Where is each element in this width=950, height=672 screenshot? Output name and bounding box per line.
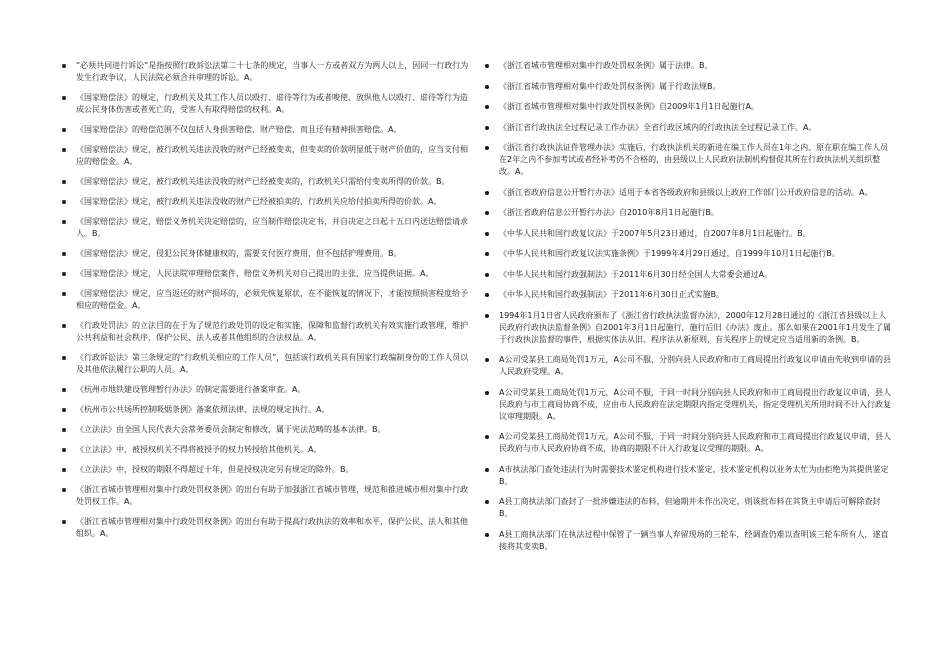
question-item: 《杭州市地铁建设管理暂行办法》的制定需要进行备案审查。A。: [62, 384, 470, 396]
question-item: 《浙江省城市管理相对集中行政处罚权条例》的出台有助于加强浙江省城市管理，规范和推进城市相对集中行政处罚权工作。A。: [62, 484, 470, 508]
question-item: 《国家赔偿法》规定，人民法院审理赔偿案件，赔偿义务机关对自己提出的主张，应当提供证据。A。: [62, 268, 470, 280]
question-item: 《浙江省城市管理相对集中行政处罚权条例》属于行政法规B。: [485, 81, 893, 93]
right-column: [485, 60, 893, 561]
question-item: 《立法法》中，授权的期限不得超过十年，但是授权决定另有规定的除外。B。: [62, 464, 470, 476]
question-item: A公司受某县工商局处罚1万元，A公司不服，于同一时间分别向县人民政府和市工商局提出行政复议申请，县人民政府与市人民政府协商不成，协商的期限不计入行政复议受理的期限。A。: [485, 431, 893, 455]
question-item: 1994年1月1日省人民政府颁布了《浙江省行政执法监督办法》，2000年12月28日通过的《浙江省县级以上人民政府行政执法监督条例》自2001年3月1日起施行，施行后旧《办法》废止。那么如果在2001年1月发生了属于行政执法监督的事件，根据实体法从旧、程序法从新原则，有关程序上的规定应当适用新的条例。B。: [485, 310, 893, 346]
question-item: 《中华人民共和国行政强制法》于2011年6月30日正式实施B。: [485, 289, 893, 301]
question-item: 《浙江省城市管理相对集中行政处罚权条例》属于法律。B。: [485, 60, 893, 72]
question-item: 《行政诉讼法》第三条规定的“行政机关相应的工作人员”，包括该行政机关具有国家行政编制身份的工作人员以及其他依法履行公职的人员。A。: [62, 352, 470, 376]
question-item: 《国家赔偿法》规定，被行政机关违法没收的财产已经被拍卖的，行政机关应给付拍卖所得的价款。A。: [62, 196, 470, 208]
question-item: “必须共同进行诉讼”是指按照行政诉讼法第二十七条的规定，当事人一方或者双方为两人以上，因同一行政行为发生行政争议，人民法院必须合并审理的诉讼。A。: [62, 60, 470, 84]
question-item: 《立法法》由全国人民代表大会常务委员会制定和修改，属于宪法范畴的基本法律。B。: [62, 424, 470, 436]
question-item: 《中华人民共和国行政复议法实施条例》于1999年4月29日通过，自1999年10月1日起施行B。: [485, 248, 893, 260]
question-item: A县工商执法部门在执法过程中保管了一辆当事人弃留现场的三轮车，经调查仍难以查明该三轮车所有人，遂直接将其变卖B。: [485, 529, 893, 553]
question-item: A市执法部门查处违法行为时需要技术鉴定机构进行技术鉴定，技术鉴定机构以业务太忙为由拒绝为其提供鉴定B。: [485, 464, 893, 488]
question-item: 《立法法》中，被授权机关不得将被授予的权力转授给其他机关。A。: [62, 444, 470, 456]
question-item: 《杭州市公共场所控制吸烟条例》备案依照法律、法规的规定执行。A。: [62, 404, 470, 416]
question-item: 《行政处罚法》的立法目的在于为了规范行政处罚的设定和实施，保障和监督行政机关有效实施行政管理，维护公共利益和社会秩序，保护公民、法人或者其他组织的合法权益。A。: [62, 320, 470, 344]
question-item: 《浙江省行政执法证件管理办法》实施后，行政执法机关的新进在编工作人员在1年之内、原在职在编工作人员在2年之内不参加考试或者经补考仍不合格的，由县级以上人民政府法制机构督促其所在行政执法机关组织整改。A。: [485, 142, 893, 178]
question-item: 《浙江省政府信息公开暂行办法》适用于本省各级政府和县级以上政府工作部门公开政府信息的活动。A。: [485, 187, 893, 199]
question-item: 《国家赔偿法》的赔偿范围不仅包括人身损害赔偿，财产赔偿，而且还有精神损害赔偿。A。: [62, 124, 470, 136]
question-item: 《浙江省城市管理相对集中行政处罚权条例》的出台有助于提高行政执法的效率和水平，保护公民、法人和其他组织。A。: [62, 516, 470, 540]
question-item: 《国家赔偿法》规定，赔偿义务机关决定赔偿的，应当制作赔偿决定书，并自决定之日起十五日内送达赔偿请求人。B。: [62, 216, 470, 240]
question-item: 《国家赔偿法》规定，应当返还的财产损坏的，必须先恢复原状，在不能恢复的情况下，才能按照损害程度给予相应的赔偿金。A。: [62, 288, 470, 312]
question-item: 《国家赔偿法》规定，被行政机关违法没收的财产已经被变卖的，行政机关只需给付变卖所得的价款。B。: [62, 176, 470, 188]
question-item: A公司受某县工商局处罚1万元，A公司不服，于同一时间分别向县人民政府和市工商局提出行政复议申请，县人民政府与市工商局协商不成，应由市人民政府在法定期限内指定受理机关，指定受理机关所用时间不计入行政复议审理期限。A。: [485, 387, 893, 423]
question-item: 《浙江省城市管理相对集中行政处罚权条例》自2009年1月1日起施行A。: [485, 101, 893, 113]
question-item: 《中华人民共和国行政复议法》于2007年5月23日通过，自2007年8月1日起施行。B。: [485, 228, 893, 240]
question-item: A县工商执法部门查封了一批涉嫌违法的布料，但逾期并未作出决定，则该批布料在其货主申请后可解除查封B。: [485, 496, 893, 520]
question-item: 《中华人民共和国行政强制法》于2011年6月30日经全国人大常委会通过A。: [485, 269, 893, 281]
question-item: 《国家赔偿法》的规定，行政机关及其工作人员以殴打、虐待等行为或者唆使、放纵他人以殴打、虐待等行为造成公民身体伤害或者死亡的，受害人有取得赔偿的权利。A。: [62, 92, 470, 116]
question-item: 《国家赔偿法》规定，侵犯公民身体健康权的，需要支付医疗费用，但不包括护理费用。B。: [62, 248, 470, 260]
question-item: 《国家赔偿法》规定，被行政机关违法没收的财产已经被变卖，但变卖的价款明显低于财产价值的，应当支付相应的赔偿金。A。: [62, 144, 470, 168]
question-item: A公司受某县工商局处罚1万元，A公司不服，分别向县人民政府和市工商局提出行政复议申请由先收到申请的县人民政府受理。A。: [485, 354, 893, 378]
question-item: 《浙江省政府信息公开暂行办法》自2010年8月1日起施行B。: [485, 207, 893, 219]
left-column: [62, 60, 470, 548]
question-item: 《浙江省行政执法全过程记录工作办法》全省行政区域内的行政执法全过程记录工作。A。: [485, 122, 893, 134]
